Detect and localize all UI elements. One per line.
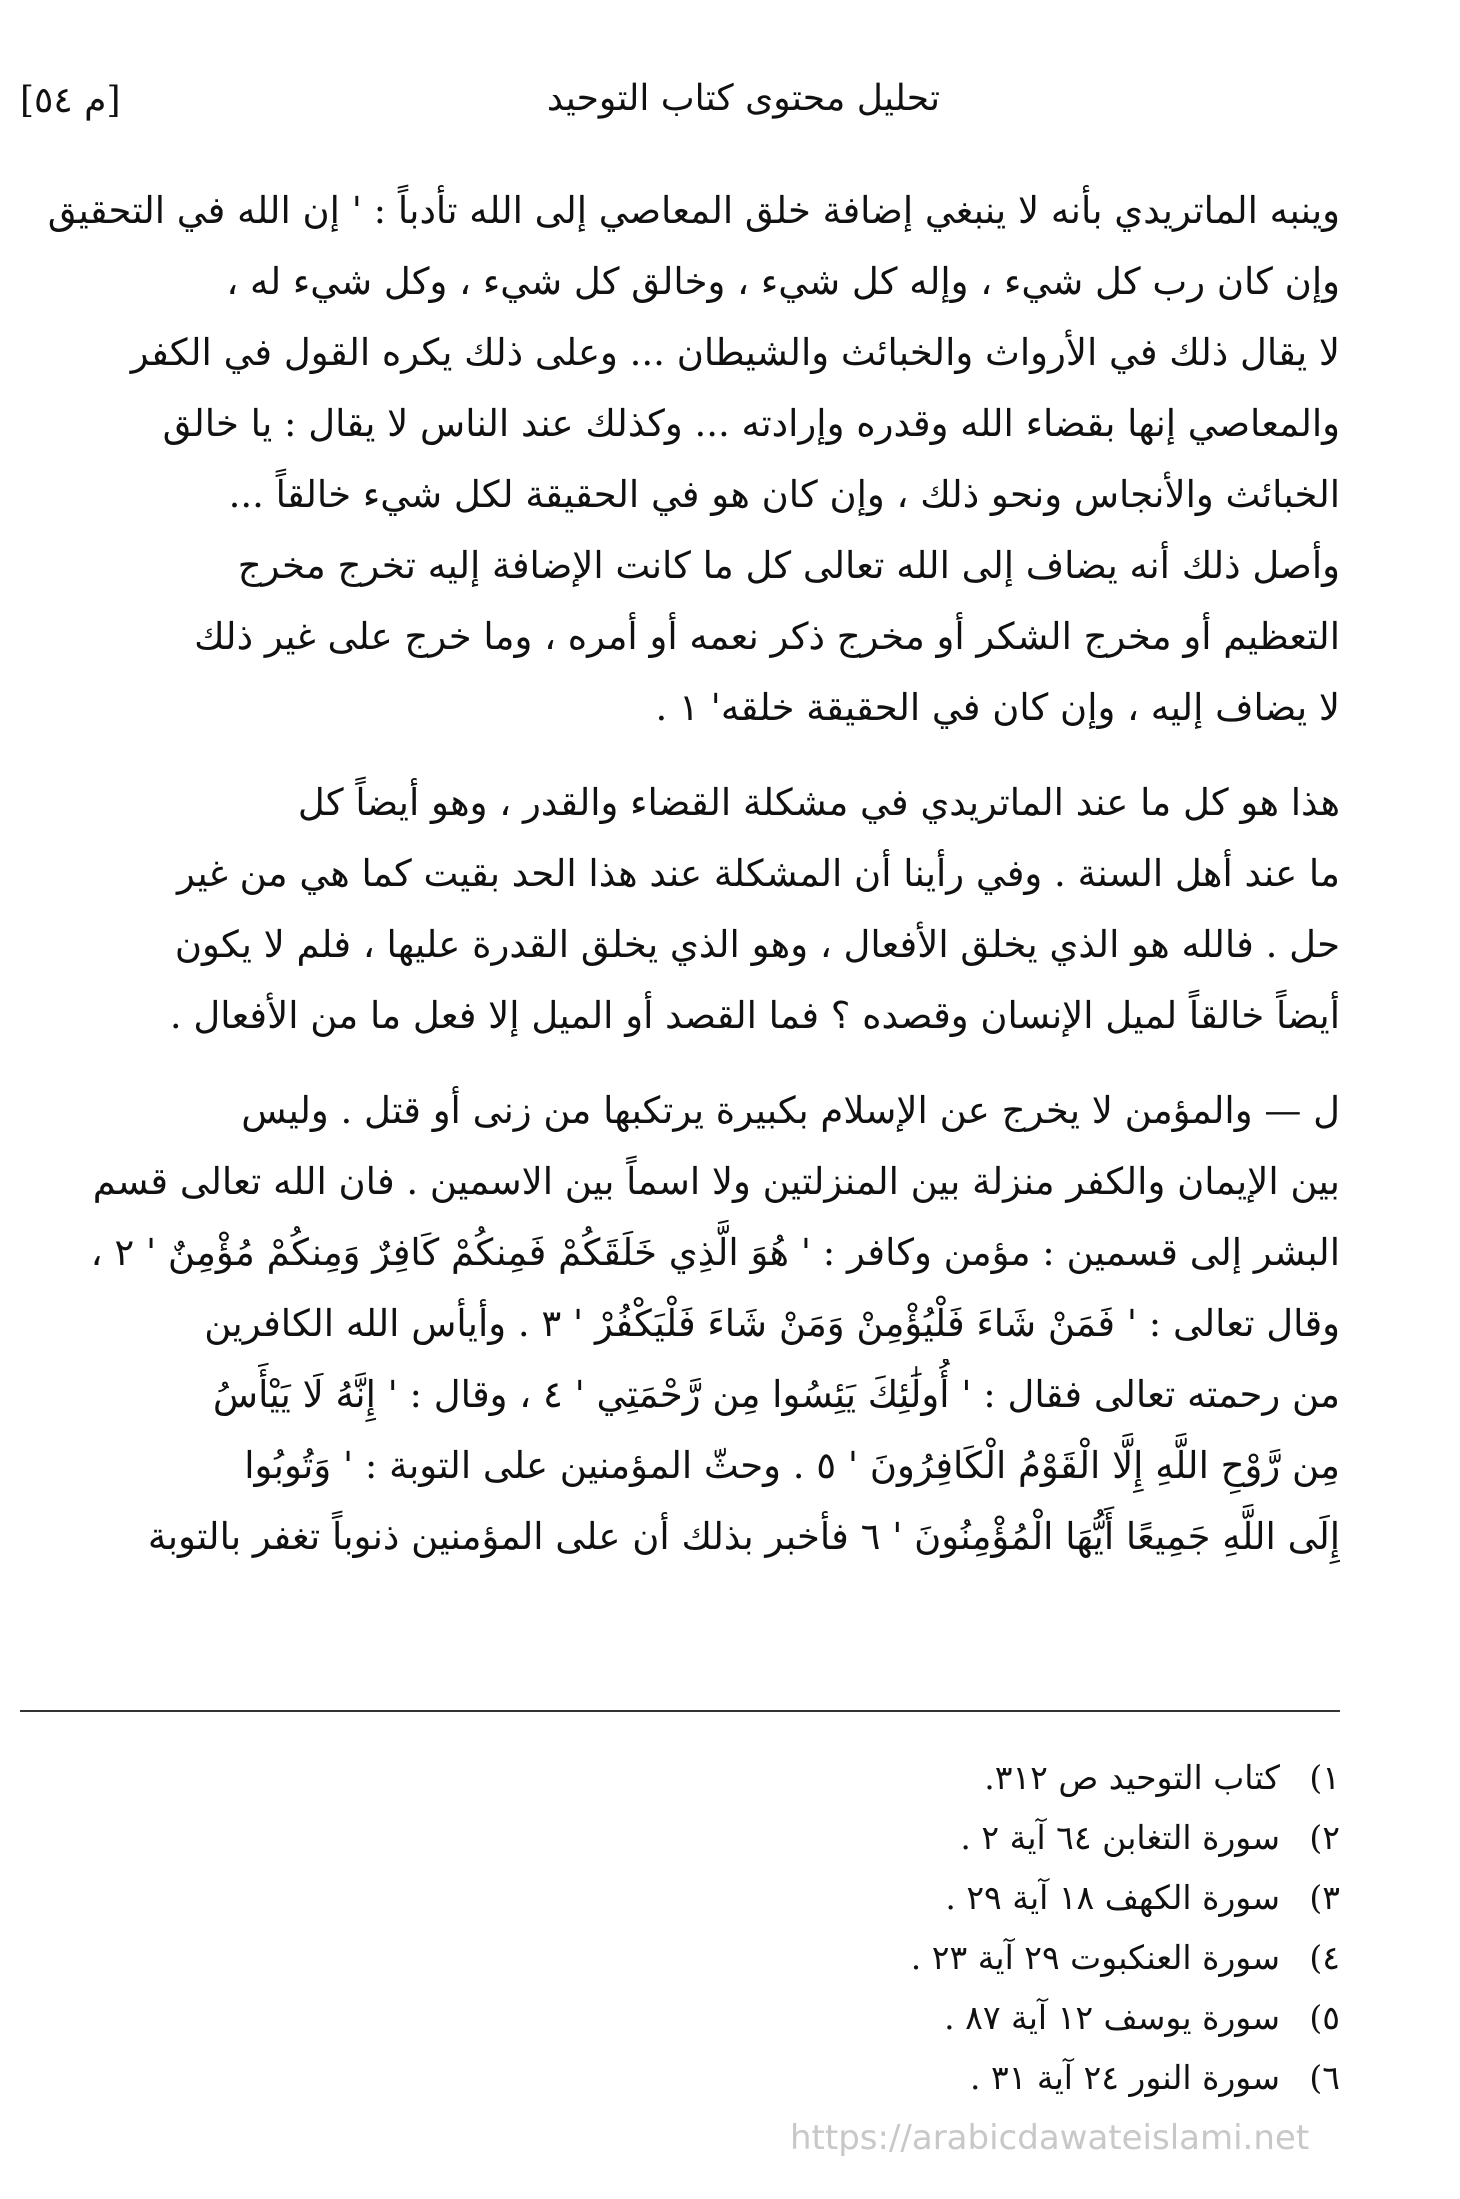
footnote-number: ٢) bbox=[1309, 1818, 1340, 1857]
footnote-number: ١) bbox=[1309, 1758, 1340, 1797]
text-line: حل . فالله هو الذي يخلق الأفعال ، وهو الذي يخلق القدرة عليها ، فلم لا يكون bbox=[174, 923, 1340, 966]
text-line: وإن كان رب كل شيء ، وإله كل شيء ، وخالق كل شيء ، وكل شيء له ، bbox=[226, 260, 1340, 303]
paragraph-2 bbox=[20, 767, 1340, 1051]
footnote-text: سورة العنكبوت ٢٩ آية ٢٣ . bbox=[910, 1938, 1280, 1977]
footnote-number: ٥) bbox=[1309, 1998, 1340, 2037]
text-line: ما عند أهل السنة . وفي رأينا أن المشكلة عند هذا الحد بقيت كما هي من غير bbox=[176, 852, 1340, 895]
page-marker: [م ٥٤] bbox=[20, 80, 121, 121]
footnote-item bbox=[640, 1748, 1340, 1808]
text-line: لا يضاف إليه ، وإن كان في الحقيقة خلقه' ١ . bbox=[655, 686, 1340, 729]
footnote-divider bbox=[20, 1710, 1340, 1712]
running-title: تحليل محتوى كتاب التوحيد bbox=[546, 78, 940, 119]
footnotes bbox=[640, 1748, 1340, 2108]
paragraph-1 bbox=[20, 175, 1340, 743]
text-line: بين الإيمان والكفر منزلة بين المنزلتين ولا اسماً بين الاسمين . فان الله تعالى قسم bbox=[92, 1160, 1340, 1203]
footnote-text: سورة يوسف ١٢ آية ٨٧ . bbox=[944, 1998, 1280, 2037]
body-text bbox=[20, 175, 1340, 1596]
footnote-text: كتاب التوحيد ص ٣١٢. bbox=[984, 1758, 1280, 1797]
paragraph-3 bbox=[20, 1075, 1340, 1572]
text-line: هذا هو كل ما عند الماتريدي في مشكلة القضاء والقدر ، وهو أيضاً كل bbox=[297, 781, 1340, 824]
text-line: وقال تعالى : ' فَمَنْ شَاءَ فَلْيُؤْمِنْ وَمَنْ شَاءَ فَلْيَكْفُرْ ' ٣ . وأيأس الله الكافرين bbox=[204, 1302, 1340, 1345]
text-line: وأصل ذلك أنه يضاف إلى الله تعالى كل ما كانت الإضافة إليه تخرج مخرج bbox=[237, 544, 1340, 587]
page-header bbox=[20, 78, 1340, 138]
text-line: وينبه الماتريدي بأنه لا ينبغي إضافة خلق المعاصي إلى الله تأدباً : ' إن الله في التحقيق bbox=[47, 189, 1340, 232]
text-line: من رحمته تعالى فقال : ' أُولَٰئِكَ يَئِسُوا مِن رَّحْمَتِي ' ٤ ، وقال : ' إِنَّهُ لَا يَيْأَسُ bbox=[212, 1373, 1340, 1416]
footnote-item bbox=[640, 2048, 1340, 2108]
footnote-item bbox=[640, 1808, 1340, 1868]
text-line: التعظيم أو مخرج الشكر أو مخرج ذكر نعمه أو أمره ، وما خرج على غير ذلك bbox=[194, 615, 1340, 658]
text-line: لا يقال ذلك في الأرواث والخبائث والشيطان ... وعلى ذلك يكره القول في الكفر bbox=[130, 331, 1340, 374]
watermark-url: https://arabicdawateislami.net bbox=[790, 2118, 1310, 2158]
text-line: ل — والمؤمن لا يخرج عن الإسلام بكبيرة يرتكبها من زنى أو قتل . وليس bbox=[241, 1089, 1340, 1132]
text-line: مِن رَّوْحِ اللَّهِ إِلَّا الْقَوْمُ الْكَافِرُونَ ' ٥ . وحثّ المؤمنين على التوبة : ' وَتُوبُوا bbox=[244, 1444, 1340, 1487]
footnote-item bbox=[640, 1928, 1340, 1988]
text-line: إِلَى اللَّهِ جَمِيعًا أَيُّهَا الْمُؤْمِنُونَ ' ٦ فأخبر بذلك أن على المؤمنين ذنوباً تغفر بالتوبة bbox=[147, 1515, 1340, 1558]
text-line: البشر إلى قسمين : مؤمن وكافر : ' هُوَ الَّذِي خَلَقَكُمْ فَمِنكُمْ كَافِرٌ وَمِنكُمْ مُؤْمِنٌ ' ٢ ، bbox=[90, 1231, 1340, 1274]
footnote-text: سورة الكهف ١٨ آية ٢٩ . bbox=[945, 1878, 1280, 1917]
text-line: والمعاصي إنها بقضاء الله وقدره وإرادته ... وكذلك عند الناس لا يقال : يا خالق bbox=[162, 402, 1340, 445]
footnote-number: ٣) bbox=[1309, 1878, 1340, 1917]
footnote-number: ٤) bbox=[1309, 1938, 1340, 1977]
text-line: الخبائث والأنجاس ونحو ذلك ، وإن كان هو في الحقيقة لكل شيء خالقاً ... bbox=[228, 473, 1340, 516]
footnote-text: سورة النور ٢٤ آية ٣١ . bbox=[970, 2058, 1280, 2097]
footnote-item bbox=[640, 1868, 1340, 1928]
text-line: أيضاً خالقاً لميل الإنسان وقصده ؟ فما القصد أو الميل إلا فعل ما من الأفعال . bbox=[169, 994, 1340, 1037]
footnote-text: سورة التغابن ٦٤ آية ٢ . bbox=[960, 1818, 1280, 1857]
footnote-item bbox=[640, 1988, 1340, 2048]
footnote-number: ٦) bbox=[1309, 2058, 1340, 2097]
